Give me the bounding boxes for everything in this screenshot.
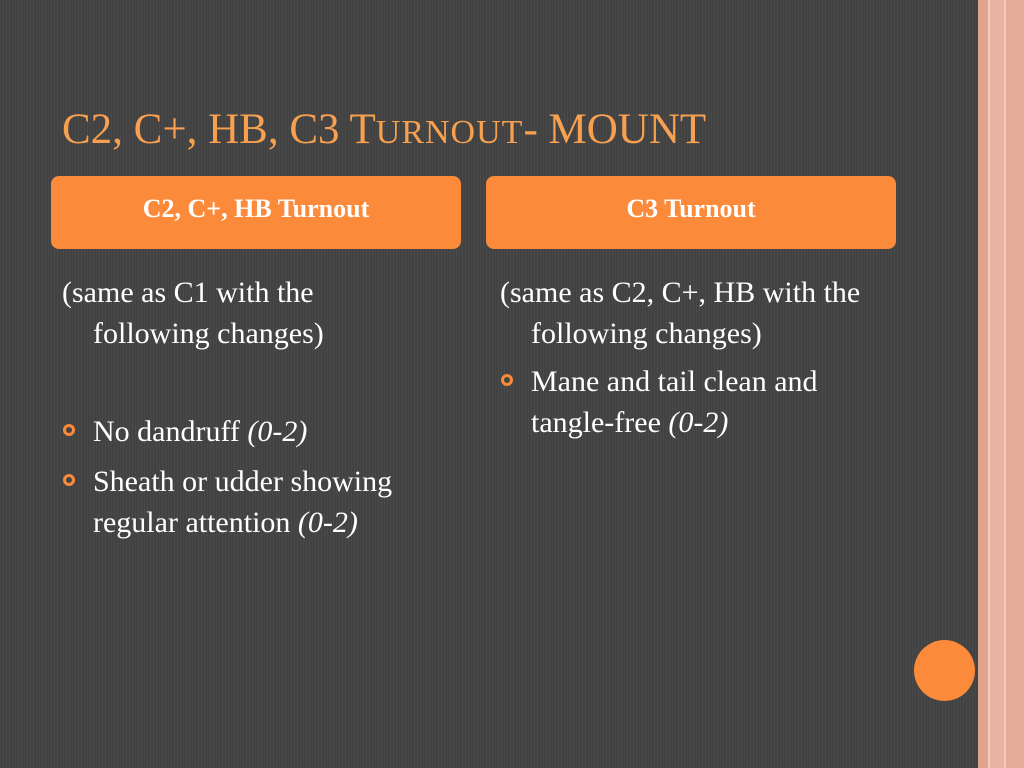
- title-main: C2, C+, HB, C3 T: [62, 106, 376, 153]
- bullet-circle-icon: [501, 374, 513, 386]
- title-smallcaps: URNOUT: [375, 114, 524, 151]
- score-note: (0-2): [668, 406, 729, 439]
- bullet-text: No dandruff: [93, 415, 248, 448]
- score-note: (0-2): [297, 506, 358, 539]
- bullet-circle-icon: [63, 424, 75, 436]
- right-border-stripe: [990, 0, 1004, 768]
- left-column-header: C2, C+, HB Turnout: [51, 176, 461, 249]
- right-border-stripe: [1006, 0, 1024, 768]
- right-intro-text: (same as C2, C+, HB with the following changes): [500, 276, 861, 350]
- slide-title: [62, 104, 706, 159]
- decorative-circle: [914, 640, 975, 701]
- score-note: (0-2): [247, 415, 308, 448]
- right-bullet-list: [500, 361, 890, 443]
- right-bullet-item: [500, 361, 890, 443]
- title-suffix: - MOUNT: [523, 106, 707, 153]
- left-bullet-list: [62, 411, 432, 543]
- right-border-stripe: [978, 0, 988, 768]
- left-bullet-item: [62, 461, 432, 543]
- bullet-text: Mane and tail clean and tangle-free: [531, 365, 818, 439]
- right-column-body: [500, 272, 890, 452]
- left-intro-text: (same as C1 with the following changes): [62, 276, 324, 350]
- right-column-header: C3 Turnout: [486, 176, 896, 249]
- bullet-circle-icon: [63, 474, 75, 486]
- left-column-body: [62, 272, 432, 552]
- left-bullet-item: [62, 411, 432, 452]
- bullet-text: Sheath or udder showing regular attention: [93, 465, 393, 539]
